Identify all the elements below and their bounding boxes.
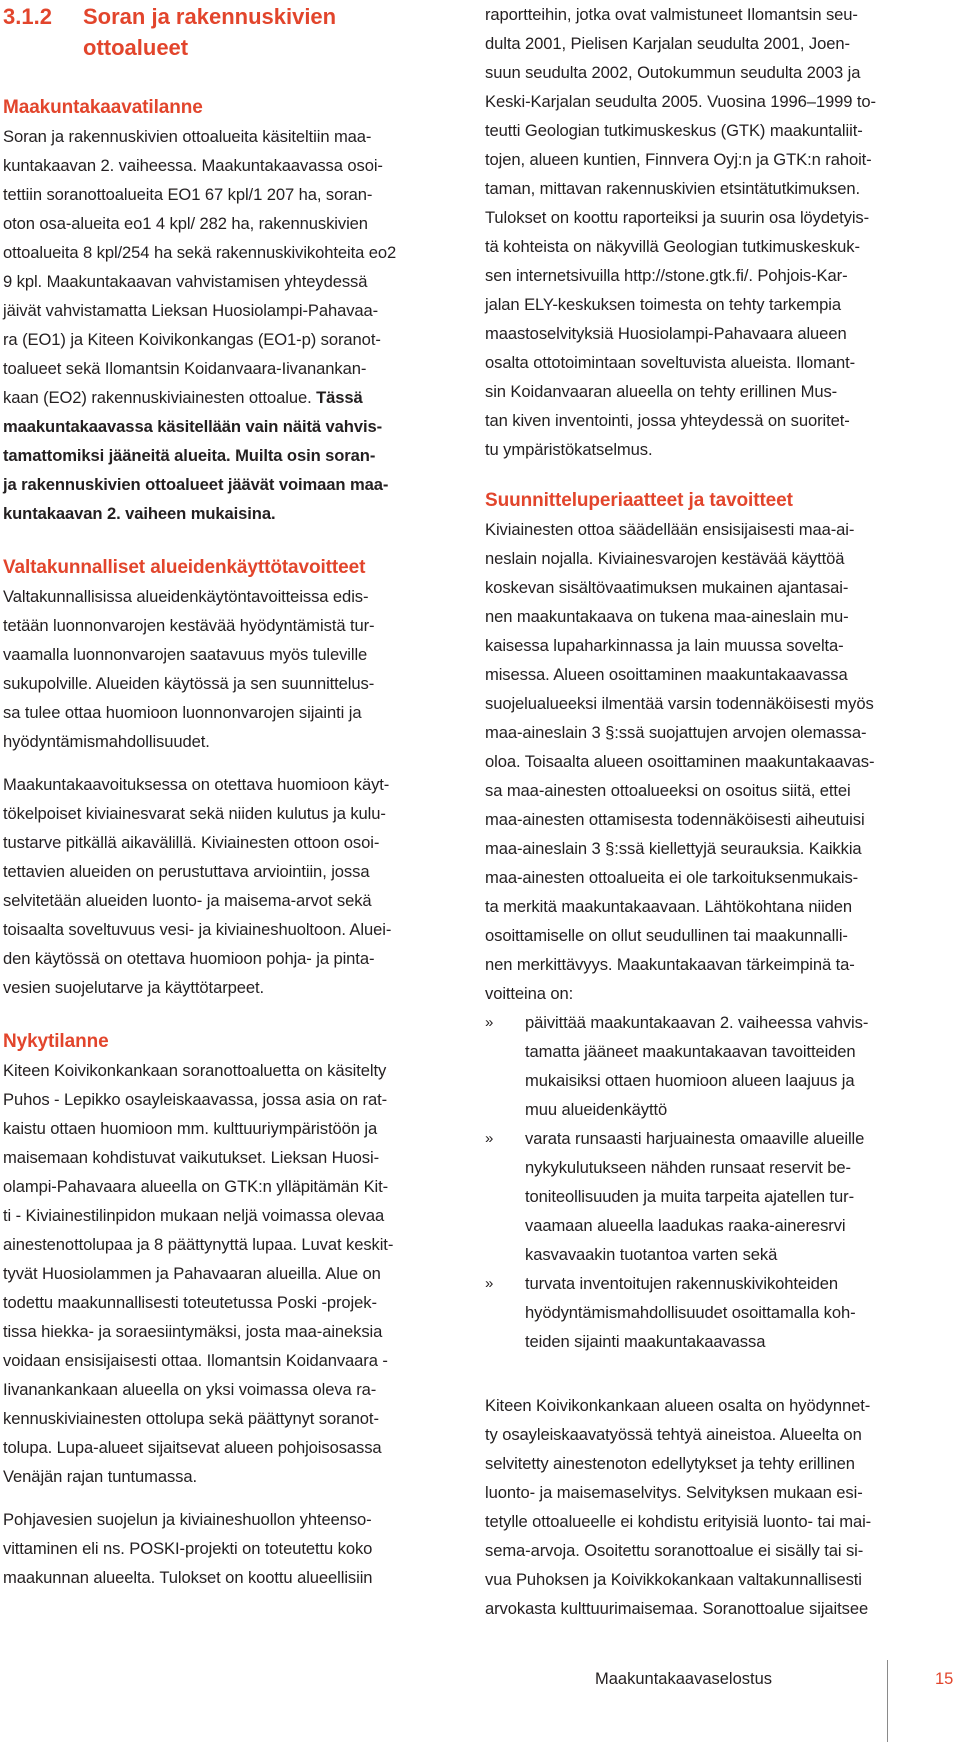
- heading-valtakunnalliset: Valtakunnalliset alueidenkäyttötavoitteet: [3, 557, 366, 578]
- text-line: Valtakunnallisissa alueidenkäytöntavoitteissa edis-: [3, 587, 369, 606]
- text-line: tissa hiekka- ja soraesiintymäksi, josta maa-aineksia: [3, 1322, 383, 1341]
- text-line: maa-ainesten ottamisesta todennäköisesti aiheutuisi: [485, 810, 865, 829]
- text-line: turvata inventoitujen rakennuskivikohteiden: [525, 1274, 839, 1293]
- text-line: selvitetty ainestenoton edellytykset ja tehty erillinen: [485, 1454, 855, 1473]
- text-line: selvitetään alueiden luonto- ja maisema-arvot sekä: [3, 891, 372, 910]
- text-line: maa-aineslain 3 §:ssä suojattujen arvojen olemassa-: [485, 723, 867, 742]
- text-line: koskevan sisältövaatimuksen mukainen ajantasai-: [485, 578, 849, 597]
- text-line: maa-aineslain 3 §:ssä kiellettyjä seurauksia. Kaikkia: [485, 839, 862, 858]
- text-line-bold: maakuntakaavassa käsitellään vain näitä vahvis-: [3, 417, 383, 436]
- text-line: vittaminen eli ns. POSKI-projekti on toteutettu koko: [3, 1539, 373, 1558]
- text-line: Puhos - Lepikko osayleiskaavassa, jossa asia on rat-: [3, 1090, 388, 1109]
- text-line: nen merkittävyys. Maakuntakaavan tärkeimpinä ta-: [485, 955, 855, 974]
- text-line: kuntakaavan 2. vaiheessa. Maakuntakaavassa osoi-: [3, 156, 383, 175]
- text-line: hyödyntämismahdollisuudet osoittamalla koh-: [525, 1303, 856, 1322]
- text-line: sin Koidanvaaran alueella on tehty erillinen Mus-: [485, 382, 838, 401]
- text-line: misessa. Alueen osoittaminen maakuntakaavassa: [485, 665, 848, 684]
- text-line: Keski-Karjalan seudulta 2005. Vuosina 1996–1999 to-: [485, 92, 876, 111]
- paragraph-nykytilanne-1: [3, 1056, 463, 1491]
- footer-divider: [887, 1660, 888, 1742]
- paragraph-valtakunnalliset-2: [3, 770, 463, 1002]
- text-line: Kiteen Koivikonkankaan soranottoaluetta on käsitelty: [3, 1061, 387, 1080]
- text-line-bold: tamattomiksi jääneitä alueita. Muilta osin soran-: [3, 446, 376, 465]
- text-line: kaisessa lupaharkinnassa ja lain muussa sovelta-: [485, 636, 844, 655]
- text-line: suun seudulta 2002, Outokummun seudulta 2003 ja: [485, 63, 861, 82]
- text-line: osalta ottotoimintaan soveltuvista alueista. Ilomant-: [485, 353, 856, 372]
- text-line: suojelualueeksi ilmentää varsin todennäköisesti myös: [485, 694, 874, 713]
- text-line: Tulokset on koottu raporteiksi ja suurin osa löydetyis-: [485, 208, 870, 227]
- text-line: nykykulutukseen nähden runsaat reservit be-: [525, 1158, 851, 1177]
- text-line: ta merkitä maakuntakaavaan. Lähtökohtana niiden: [485, 897, 853, 916]
- text-line: raportteihin, jotka ovat valmistuneet Ilomantsin seu-: [485, 5, 858, 24]
- text-line-bold: ja rakennuskivien ottoalueet jäävät voimaan maa-: [3, 475, 389, 494]
- text-line: sema-arvoja. Osoitettu soranottoalue ei sisälly tai si-: [485, 1541, 864, 1560]
- text-line: ra (EO1) ja Kiteen Koivikonkangas (EO1-p) soranot-: [3, 330, 381, 349]
- heading-suunnitteluperiaatteet: Suunnitteluperiaatteet ja tavoitteet: [485, 490, 793, 511]
- text-line: neslain nojalla. Kiviainesvarojen kestävää käyttöä: [485, 549, 845, 568]
- text-line: toisaalta soveltuvuus vesi- ja kiviaineshuoltoon. Aluei-: [3, 920, 392, 939]
- list-item: [485, 1008, 947, 1124]
- text-line: kaistu ottaen huomioon mm. kulttuuriympäristöön ja: [3, 1119, 378, 1138]
- text-line: ti - Kiviainestilinpidon mukaan neljä voimassa olevaa: [3, 1206, 385, 1225]
- section-number: 3.1.2: [3, 4, 52, 29]
- text-line: jalan ELY-keskuksen toimesta on tehty tarkempia: [485, 295, 841, 314]
- text-line: oloa. Toisaalta alueen osoittaminen maakuntakaavas-: [485, 752, 875, 771]
- text-line: tettiin soranottoalueita EO1 67 kpl/1 207 ha, soran-: [3, 185, 373, 204]
- text-line: voitteina on:: [485, 984, 574, 1003]
- text-run-bold: Tässä: [316, 388, 363, 407]
- text-line: tetään luonnonvarojen kestävää hyödyntämistä tur-: [3, 616, 375, 635]
- text-line: teutti Geologian tutkimuskeskus (GTK) maakuntaliit-: [485, 121, 863, 140]
- text-line: voidaan ensisijaisesti ottaa. Ilomantsin Koidanvaara -: [3, 1351, 388, 1370]
- text-line: ottoalueita 8 kpl/254 ha sekä rakennuskivikohteita eo2: [3, 243, 397, 262]
- text-line: arvokasta kulttuurimaisemaa. Soranottoalue sijaitsee: [485, 1599, 869, 1618]
- text-line: tamatta jääneet maakuntakaavan tavoitteiden: [525, 1042, 856, 1061]
- paragraph-suunnittelu: [485, 515, 947, 1008]
- text-run: kaan (EO2) rakennuskiviainesten ottoalue.: [3, 388, 317, 407]
- text-line: tolupa. Lupa-alueet sijaitsevat alueen pohjoisosassa: [3, 1438, 382, 1457]
- text-line: tökelpoiset kiviainesvarat sekä niiden kulutus ja kulu-: [3, 804, 386, 823]
- text-line: Iivanankankaan alueella on yksi voimassa oleva ra-: [3, 1380, 377, 1399]
- paragraph-koivikonkangas: [485, 1391, 947, 1623]
- text-line: Venäjän rajan tuntumassa.: [3, 1467, 197, 1486]
- section-title-line: ottoalueet: [83, 35, 189, 60]
- text-line: maakunnan alueelta. Tulokset on koottu alueellisiin: [3, 1568, 373, 1587]
- text-line: osoittamiselle on ollut seudullinen tai maakunnalli-: [485, 926, 848, 945]
- text-line: sen internetsivuilla http://stone.gtk.fi/. Pohjois-Kar-: [485, 266, 848, 285]
- text-line-bold: kuntakaavan 2. vaiheen mukaisina.: [3, 504, 276, 523]
- text-line: hyödyntämismahdollisuudet.: [3, 732, 210, 751]
- text-line: kennuskiviainesten ottolupa sekä päättynyt soranot-: [3, 1409, 379, 1428]
- heading-maakuntakaavatilanne: Maakuntakaavatilanne: [3, 97, 203, 118]
- text-line: mukaisiksi ottaen huomioon alueen laajuus ja: [525, 1071, 855, 1090]
- text-line: vaamalla luonnonvarojen saatavuus myös tuleville: [3, 645, 368, 664]
- section-title-line: Soran ja rakennuskivien: [83, 4, 337, 29]
- right-column: [485, 0, 947, 1623]
- text-line: Pohjavesien suojelun ja kiviaineshuollon yhteensо-: [3, 1510, 372, 1529]
- page-number: 15: [935, 1670, 954, 1688]
- footer-title: Maakuntakaavaselostus: [595, 1670, 773, 1688]
- text-line: tetylle ottoalueelle ei kohdistu erityisiä luonto- tai mai-: [485, 1512, 872, 1531]
- text-line: tyvät Huosiolammen ja Pahavaaran alueilla. Alue on: [3, 1264, 381, 1283]
- text-line: sa tulee ottaa huomioon luonnonvarojen sijainti ja: [3, 703, 362, 722]
- text-line: taman, mittavan rakennuskivien etsintätutkimuksen.: [485, 179, 860, 198]
- text-line: toalueet sekä Ilomantsin Koidanvaara-Iivanankan-: [3, 359, 367, 378]
- text-line: luonto- ja maisemaselvitys. Selvityksen mukaan esi-: [485, 1483, 863, 1502]
- left-column: [3, 0, 463, 1592]
- text-line: nen maakuntakaava on tukena maa-aineslain mu-: [485, 607, 849, 626]
- paragraph-continuation: [485, 0, 947, 464]
- text-line: oton osa-alueita eo1 4 kpl/ 282 ha, rakennuskivien: [3, 214, 368, 233]
- bullet-icon: »: [485, 1275, 494, 1292]
- bullet-icon: »: [485, 1014, 494, 1031]
- text-line: teiden sijainti maakuntakaavassa: [525, 1332, 766, 1351]
- text-line: Soran ja rakennuskivien ottoalueita käsiteltiin maa-: [3, 127, 372, 146]
- text-line: tettavien alueiden on perustuttava arviointiin, jossa: [3, 862, 370, 881]
- text-line: maa-ainesten ottoalueita ei ole tarkoituksenmukais-: [485, 868, 859, 887]
- text-line: todettu maakunnallisesti toteutetussa Poski -projek-: [3, 1293, 377, 1312]
- text-line: dulta 2001, Pielisen Karjalan seudulta 2001, Joen-: [485, 34, 850, 53]
- text-line: 9 kpl. Maakuntakaavan vahvistamisen yhteydessä: [3, 272, 368, 291]
- text-line: muu alueidenkäyttö: [525, 1100, 668, 1119]
- text-line: maastoselvityksiä Huosiolampi-Pahavaara alueen: [485, 324, 847, 343]
- text-line: päivittää maakuntakaavan 2. vaiheessa vahvis-: [525, 1013, 869, 1032]
- text-line: olampi-Pahavaara alueella on GTK:n ylläpitämän Kit-: [3, 1177, 389, 1196]
- paragraph-nykytilanne-2: [3, 1505, 463, 1592]
- text-line: vua Puhoksen ja Koivikkokankaan valtakunnallisesti: [485, 1570, 862, 1589]
- text-line: tä kohteista on näkyvillä Geologian tutkimuskeskuk-: [485, 237, 860, 256]
- section-title: [3, 1, 463, 63]
- text-line: ty osayleiskaavatyössä tehtyä aineistoa. Alueelta on: [485, 1425, 862, 1444]
- text-line: Kiviainesten ottoa säädellään ensisijaisesti maa-ai-: [485, 520, 855, 539]
- text-line: jäivät vahvistamatta Lieksan Huosiolampi-Pahavaa-: [3, 301, 379, 320]
- text-line: ainestenottolupaa ja 8 päättynyttä lupaa. Luvat keskit-: [3, 1235, 394, 1254]
- text-line: vaamaan alueella laadukas raaka-aineresrvi: [525, 1216, 846, 1235]
- text-line: sa maa-ainesten ottoalueeksi on osoitus siitä, ettei: [485, 781, 851, 800]
- text-line: tu ympäristökatselmus.: [485, 440, 653, 459]
- goals-list: [485, 1008, 947, 1356]
- text-line: toniteollisuuden ja muita tarpeita ajatellen tur-: [525, 1187, 855, 1206]
- text-line: Kiteen Koivikonkankaan alueen osalta on hyödynnet-: [485, 1396, 871, 1415]
- heading-nykytilanne: Nykytilanne: [3, 1031, 109, 1052]
- text-line: kasvavaakin tuotantoa varten sekä: [525, 1245, 778, 1264]
- text-line: den käytössä on otettava huomioon pohja- ja pinta-: [3, 949, 375, 968]
- text-line: vesien suojelutarve ja käyttötarpeet.: [3, 978, 265, 997]
- text-line: tustarve pitkällä aikavälillä. Kiviainesten ottoon osoi-: [3, 833, 380, 852]
- text-line: maisemaan kohdistuvat vaikutukset. Lieksan Huosi-: [3, 1148, 380, 1167]
- paragraph-maakuntakaavatilanne: [3, 122, 463, 528]
- text-line-mixed: [3, 383, 463, 412]
- text-line: tan kiven inventointi, jossa yhteydessä on suoritet-: [485, 411, 850, 430]
- text-line: Maakuntakaavoituksessa on otettava huomioon käyt-: [3, 775, 390, 794]
- bullet-icon: »: [485, 1130, 494, 1147]
- list-item: [485, 1124, 947, 1269]
- text-line: sukupolville. Alueiden käytössä ja sen suunnittelus-: [3, 674, 375, 693]
- list-item: [485, 1269, 947, 1356]
- text-line: tojen, alueen kuntien, Finnvera Oyj:n ja GTK:n rahoit-: [485, 150, 872, 169]
- text-line: varata runsaasti harjuainesta omaaville alueille: [525, 1129, 865, 1148]
- paragraph-valtakunnalliset-1: [3, 582, 463, 756]
